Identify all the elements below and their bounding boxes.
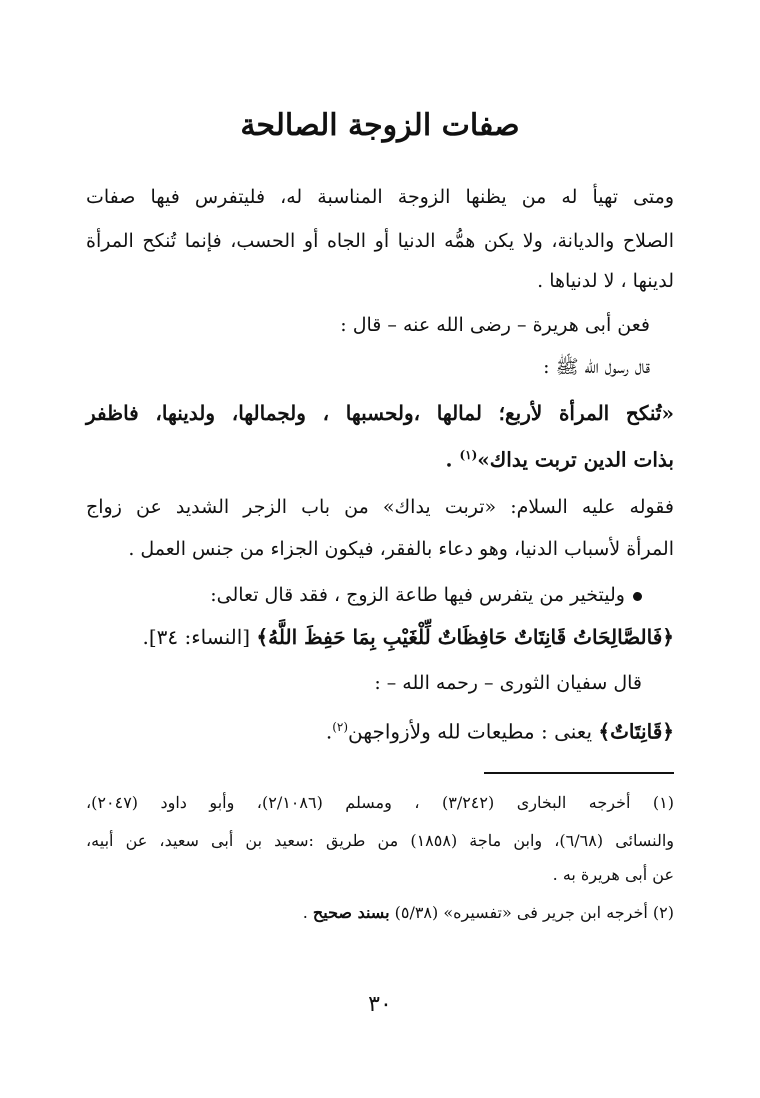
hadith-line: [446, 440, 674, 475]
messenger-said-line: قال رسول الله ﷺ :: [543, 356, 650, 378]
footnote-divider: [484, 772, 674, 774]
verse-citation: [النساء: ٣٤].: [142, 625, 257, 649]
paragraph-line: لدينها ، لا لدنياها .: [537, 270, 674, 292]
explanation-line: المرأة لأسباب الدنيا، وهو دعاء بالفقر، فيكون الجزاء من جنس العمل .: [128, 538, 674, 560]
page-title: صفات الزوجة الصالحة: [240, 108, 520, 143]
footnote-ref-1: (١): [459, 448, 478, 462]
qanitat-line: [326, 712, 674, 747]
hadith-line: «تُنكح المرأة لأربع؛ لمالها ،ولحسبها ، ولجمالها، ولدينها، فاظفر: [86, 401, 674, 425]
page-number: ٣٠: [368, 992, 392, 1017]
footnote-2-grade: بسند صحيح: [312, 903, 390, 922]
footnote-1-line: (١) أخرجه البخارى (٣/٢٤٢) ، ومسلم (٢/١٠٨٦)، وأبو داود (٢٠٤٧)،: [86, 793, 675, 812]
bullet-icon: [633, 592, 642, 601]
sufyan-line: قال سفيان الثورى – رحمه الله – :: [374, 672, 642, 694]
hadith-text: بذات الدين تربت يداك»: [477, 447, 674, 472]
footnote-2: [303, 900, 674, 926]
footnote-2-text: (٢) أخرجه ابن جرير فى «تفسيره» (٥/٣٨): [389, 903, 674, 922]
paragraph-line: ومتى تهيأ له من يظنها الزوجة المناسبة له، فليتفرس فيها صفات: [86, 186, 674, 208]
bullet-item: [210, 580, 642, 610]
footnote-ref-2: (٢): [332, 720, 349, 734]
paragraph-line: الصلاح والديانة، ولا يكن همُّه الدنيا أو الجاه أو الحسب، فإنما تُنكح المرأة: [86, 230, 674, 252]
qanitat-end: .: [325, 719, 333, 744]
footnote-1-line: والنسائى (٦/٦٨)، وابن ماجة (١٨٥٨) من طريق :سعيد بن أبى سعيد، عن أبيه،: [86, 831, 675, 850]
narration-line: فعن أبى هريرة – رضى الله عنه – قال :: [340, 314, 650, 336]
bullet-text: وليتخير من يتفرس فيها طاعة الزوج ، فقد قال تعالى:: [210, 584, 625, 606]
footnote-1-line: عن أبى هريرة به .: [552, 865, 674, 884]
qanitat-meaning: يعنى : مطيعات لله ولأزواجهن: [348, 719, 599, 744]
verse-line: [142, 622, 674, 652]
verse-text: ﴿فَالصَّالِحَاتُ قَانِتَاتٌ حَافِظَاتٌ لِّلْغَيْبِ بِمَا حَفِظَ اللَّهُ﴾: [256, 625, 674, 649]
explanation-line: فقوله عليه السلام: «تربت يداك» من باب الزجر الشديد عن زواج: [86, 496, 674, 518]
hadith-end: .: [445, 447, 460, 472]
qanitat-word: ﴿قَانِتَاتٌ﴾: [598, 719, 674, 744]
footnote-2-end: .: [302, 903, 313, 922]
